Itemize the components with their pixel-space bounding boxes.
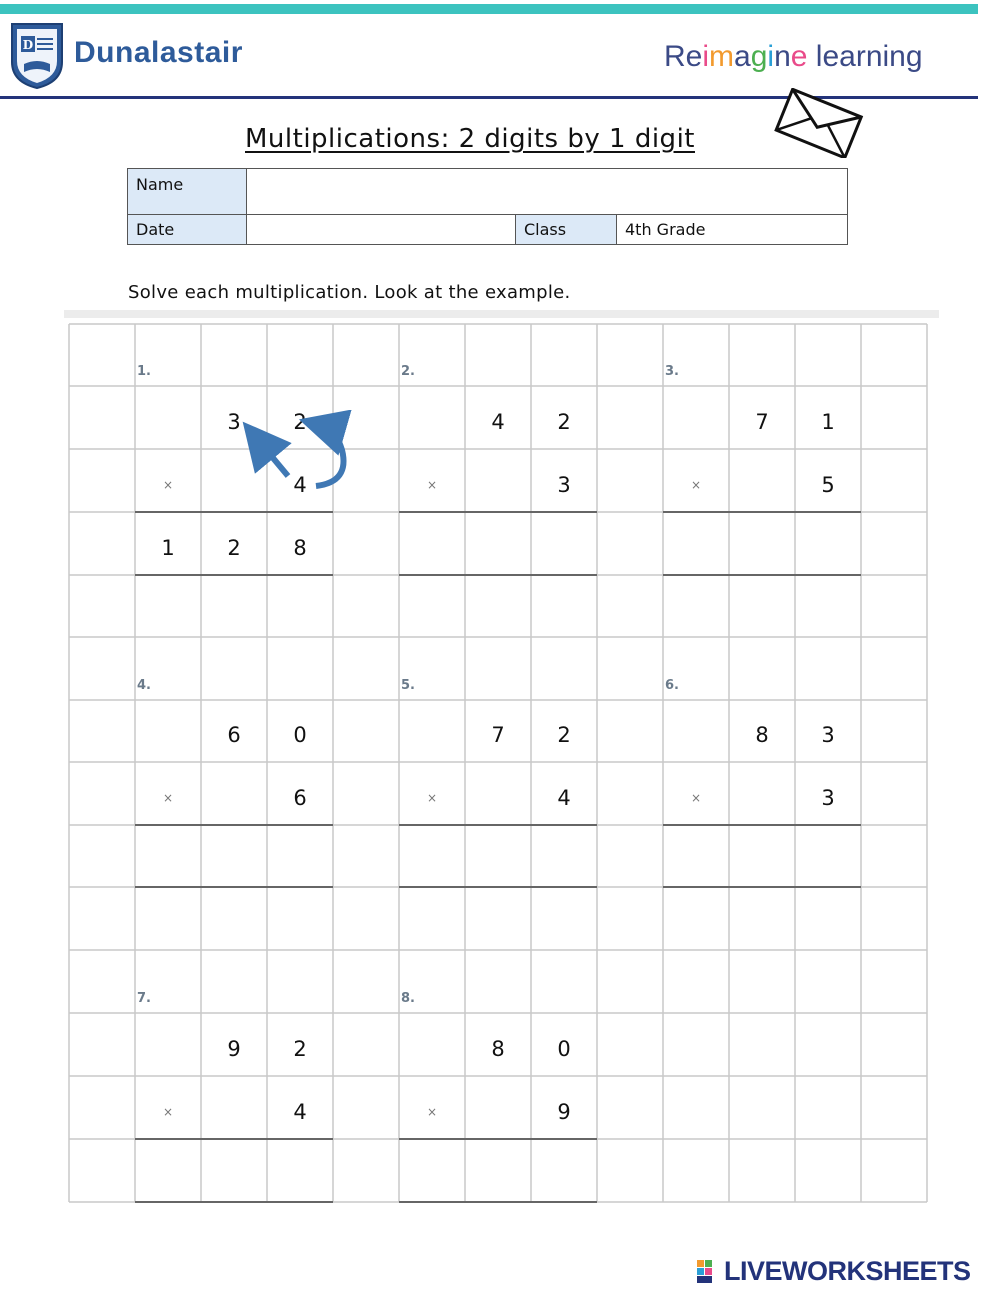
ones-digit: 0 [293, 723, 307, 747]
tens-digit: 9 [227, 1036, 241, 1061]
school-name: Dunalastair [74, 36, 243, 69]
multiply-sign: × [690, 790, 702, 805]
arrow-curved [316, 426, 344, 486]
ones-digit: 2 [293, 409, 307, 434]
problem-number: 7. [137, 991, 151, 1006]
school-crest-icon [8, 22, 66, 90]
problem-number: 5. [401, 678, 415, 693]
tens-digit: 7 [491, 723, 505, 747]
answer-cell[interactable]: 2 [227, 535, 241, 560]
tagline-part: learning [807, 40, 923, 73]
tens-digit: 8 [491, 1036, 505, 1061]
date-label: Date [128, 215, 247, 245]
multiply-sign: × [690, 477, 702, 492]
multiply-sign: × [162, 477, 174, 492]
multiply-sign: × [426, 1104, 438, 1119]
multiply-sign: × [426, 477, 438, 492]
name-label: Name [128, 169, 247, 215]
multiply-sign: × [162, 1104, 174, 1119]
multiplier-digit: 5 [821, 472, 835, 497]
multiplier-digit: 4 [557, 785, 571, 810]
tagline-part: m [709, 40, 735, 73]
date-field[interactable] [247, 215, 516, 245]
tagline-part: i [767, 40, 775, 73]
arrow-diagonal [258, 440, 288, 476]
problem-number: 1. [137, 364, 151, 379]
footer-brand: LIVEWORKSHEETS [724, 1256, 971, 1286]
instructions: Solve each multiplication. Look at the example. [128, 282, 571, 303]
multiplier-digit: 6 [293, 785, 307, 810]
tens-digit: 4 [491, 409, 505, 434]
grid-top-band [64, 310, 939, 318]
tagline [664, 40, 923, 74]
ones-digit: 2 [293, 1036, 307, 1061]
problem-number: 4. [137, 678, 151, 693]
answer-cell[interactable]: 8 [293, 535, 307, 560]
tagline-part: g [750, 40, 768, 73]
multiplier-digit: 3 [821, 785, 835, 810]
liveworksheets-logo [697, 1256, 971, 1287]
multiplier-digit: 9 [557, 1099, 571, 1124]
problem-grid [64, 310, 939, 1205]
student-info-table [127, 168, 848, 245]
tagline-part: i [702, 40, 710, 73]
class-label: Class [516, 215, 617, 245]
tagline-part: a [734, 40, 751, 73]
problem-number: 8. [401, 991, 415, 1006]
ones-digit: 2 [557, 723, 571, 747]
multiplier-digit: 4 [293, 472, 307, 497]
multiplier-digit: 3 [557, 472, 571, 497]
ones-digit: 3 [821, 723, 835, 747]
ones-digit: 2 [557, 409, 571, 434]
tens-digit: 3 [227, 409, 241, 434]
name-field[interactable] [247, 169, 848, 215]
tens-digit: 7 [755, 409, 769, 434]
grid-lines [64, 310, 939, 1205]
multiply-sign: × [426, 790, 438, 805]
worksheet-title: Multiplications: 2 digits by 1 digit [245, 124, 695, 154]
tagline-part: Re [664, 40, 703, 73]
tagline-part: e [790, 40, 808, 73]
tagline-part: n [774, 40, 791, 73]
top-accent-bar [0, 4, 978, 14]
tens-digit: 6 [227, 723, 241, 747]
liveworksheets-mini-icon [697, 1260, 721, 1284]
class-value: 4th Grade [617, 215, 848, 245]
carry-arrow-icon [240, 410, 360, 500]
multiplier-digit: 4 [293, 1099, 307, 1124]
svg-text:D: D [22, 38, 34, 52]
ones-digit: 1 [821, 409, 835, 434]
answer-cell[interactable]: 1 [161, 535, 175, 560]
ones-digit: 0 [557, 1036, 571, 1061]
problem-number: 6. [665, 678, 679, 693]
tens-digit: 8 [755, 723, 769, 747]
multiply-sign: × [162, 790, 174, 805]
problem-number: 3. [665, 364, 679, 379]
envelope-icon[interactable] [770, 88, 870, 158]
problem-number: 2. [401, 364, 415, 379]
